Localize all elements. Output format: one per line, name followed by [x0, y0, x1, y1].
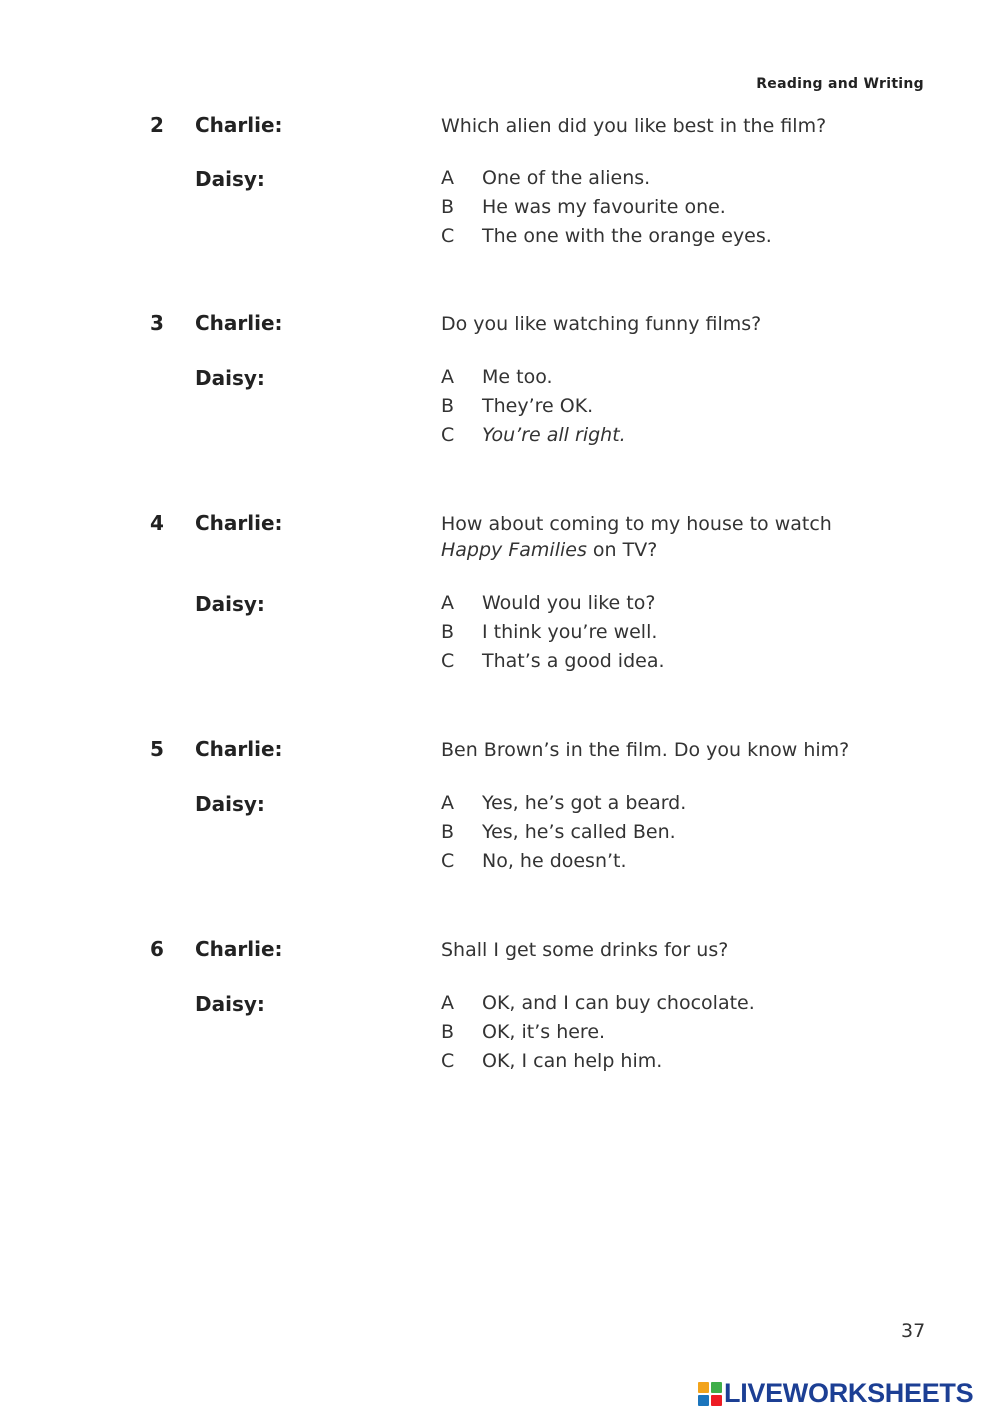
logo-text: LIVEWORKSHEETS — [724, 1378, 974, 1408]
option-letter: A — [441, 792, 454, 814]
prompt-line-2 — [441, 537, 881, 563]
option-text: OK, and I can buy chocolate. — [482, 992, 755, 1014]
logo-square-3 — [698, 1395, 709, 1406]
question-number: 3 — [150, 311, 164, 335]
option-text: Yes, he’s got a beard. — [482, 792, 687, 814]
option-text: They’re OK. — [482, 395, 594, 417]
speaker-charlie: Charlie: — [195, 311, 283, 335]
liveworksheets-logo-icon — [698, 1382, 722, 1406]
page-header: Reading and Writing — [756, 76, 924, 92]
logo-square-2 — [711, 1382, 722, 1393]
speaker-daisy: Daisy: — [195, 792, 265, 816]
option-letter: C — [441, 650, 455, 672]
speaker-charlie: Charlie: — [195, 511, 283, 535]
speaker-charlie: Charlie: — [195, 737, 283, 761]
page-number: 37 — [901, 1320, 926, 1342]
option-letter: C — [441, 424, 455, 446]
speaker-charlie: Charlie: — [195, 113, 283, 137]
option-letter: C — [441, 850, 455, 872]
option-text: OK, it’s here. — [482, 1021, 606, 1043]
option-text: The one with the orange eyes. — [482, 225, 772, 247]
option-text: No, he doesn’t. — [482, 850, 627, 872]
speaker-daisy: Daisy: — [195, 992, 265, 1016]
option-text: He was my favourite one. — [482, 196, 726, 218]
option-letter: B — [441, 196, 455, 218]
prompt-line-1: How about coming to my house to watch — [441, 513, 832, 535]
logo-square-4 — [711, 1395, 722, 1406]
show-title: Happy Families — [441, 539, 587, 561]
option-text: One of the aliens. — [482, 167, 651, 189]
option-text: You’re all right. — [482, 424, 626, 446]
option-text: That’s a good idea. — [482, 650, 665, 672]
option-text: Would you like to? — [482, 592, 656, 614]
option-letter: C — [441, 1050, 455, 1072]
question-number: 2 — [150, 113, 164, 137]
option-text: OK, I can help him. — [482, 1050, 663, 1072]
option-text: Yes, he’s called Ben. — [482, 821, 676, 843]
question-number: 4 — [150, 511, 164, 535]
question-number: 5 — [150, 737, 164, 761]
speaker-charlie: Charlie: — [195, 937, 283, 961]
question-prompt: Which alien did you like best in the film? — [441, 115, 827, 137]
logo-square-1 — [698, 1382, 709, 1393]
prompt-line-2-rest: on TV? — [586, 539, 658, 561]
option-letter: A — [441, 592, 454, 614]
speaker-daisy: Daisy: — [195, 167, 265, 191]
option-letter: B — [441, 395, 455, 417]
option-letter: A — [441, 992, 454, 1014]
option-letter: A — [441, 167, 454, 189]
option-letter: B — [441, 621, 455, 643]
question-prompt: Shall I get some drinks for us? — [441, 939, 729, 961]
question-prompt — [441, 511, 881, 563]
speaker-daisy: Daisy: — [195, 366, 265, 390]
option-letter: B — [441, 821, 455, 843]
question-prompt: Ben Brown’s in the film. Do you know him? — [441, 739, 850, 761]
question-number: 6 — [150, 937, 164, 961]
speaker-daisy: Daisy: — [195, 592, 265, 616]
liveworksheets-logo[interactable] — [698, 1378, 973, 1409]
option-text: Me too. — [482, 366, 553, 388]
question-prompt: Do you like watching funny films? — [441, 313, 762, 335]
option-letter: A — [441, 366, 454, 388]
option-text: I think you’re well. — [482, 621, 658, 643]
option-letter: B — [441, 1021, 455, 1043]
option-letter: C — [441, 225, 455, 247]
